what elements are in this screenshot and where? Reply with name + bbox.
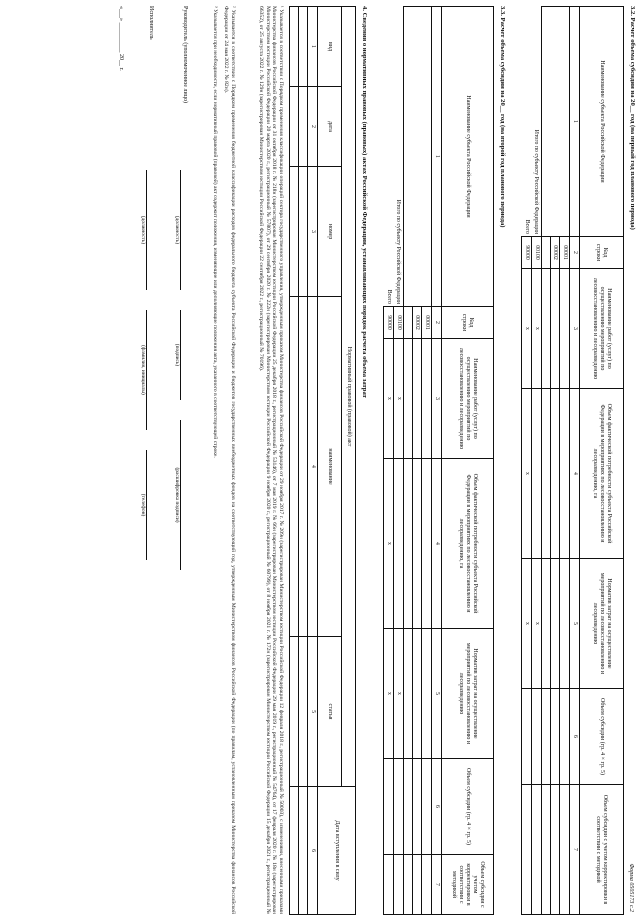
col-number: 3: [432, 339, 442, 459]
need-cell[interactable]: [412, 459, 422, 629]
table-row: [290, 7, 299, 915]
caption-fio: (фамилия, инициалы): [140, 345, 146, 395]
row-code: 00001: [422, 307, 432, 339]
table-row: [299, 7, 308, 915]
section-4-title: 4. Сведения о нормативных правовых (правовых) актах Российской Федерации, устанавливающих порядок расчета объема затрат: [361, 6, 368, 398]
total-adjusted-cell[interactable]: [532, 785, 542, 915]
x-mark: x: [394, 629, 404, 759]
caption-phone: (телефон): [140, 493, 146, 517]
total-adjusted-cell[interactable]: [394, 855, 404, 915]
subject-total-label: Итого по субъекту Российской Федерации: [394, 7, 404, 307]
header-subsidy: Объем субсидии (гр. 4 × гр. 5): [442, 759, 494, 855]
col-number: 2: [570, 237, 580, 269]
norm-cell[interactable]: [541, 559, 550, 689]
date-line[interactable]: «___» __________ 20__ г.: [118, 6, 124, 71]
title-cell[interactable]: [299, 297, 308, 637]
footnote-2: ² Указывается в соответствии с Порядком применения бюджетной классификации расходов федерального бюджета субъекта Российской Федерации и бюджетов государственных внебюджетных фондов на соответствующий год, утвержденным Министерством финансов Российской Федерации (по правилам, установленным приказом Министерства финансов Российской Федерации от 24 мая 2022 г. № 82н).: [223, 6, 236, 914]
col-number: 4: [432, 459, 442, 629]
col-number: 7: [432, 855, 442, 915]
grand-total-row: [522, 7, 532, 915]
grand-total-adjusted-cell[interactable]: [522, 785, 532, 915]
norm-cell[interactable]: [412, 629, 422, 759]
footnote-1: ¹ Указывается в соответствии с Порядком применения классификации операций сектора государственного управления, утвержденным приказом Министерства финансов Российской Федерации от 29 ноября 2017 г. № 209н (зарегистрирован Министерством юстиции Российской Федерации 12 февраля 2018 г., регистрационный № 50003), с изменениями, внесенными приказами Министерства финансов Российской Федерации от 31 октября 2018 г. № 218н (зарегистрирован Министерством юстиции Российской Федерации 25 декабря 2018 г., регистрационный № 53146), от 7 мая 2019 г. № 66н (зарегистрирован Министерством юстиции Российской Федерации 29 мая 2019 г., регистрационный № 54764), от 17 февраля 2020 г. № 18н (зарегистрирован Министерством юстиции Российской Федерации 20 марта 2020 г., регистрационный № 57807), от 29 сентября 2020 г. № 222н (зарегистрирован Министерством юстиции Российской Федерации 9 ноября 2020 г., регистрационный № 60799), от 8 ноября 2021 г. № 172н (зарегистрирован Министерством юстиции Российской Федерации 15 декабря 2021 г., регистрационный № 66352), от 25 августа 2022 г. № 129н (зарегистрирован Министерством юстиции Российской Федерации 22 сентября 2022 г., регистрационный № 70196).: [257, 6, 284, 914]
caption-position: (должность): [174, 215, 180, 245]
header-effective-date: Дата вступления в силу: [318, 787, 356, 915]
head-label: Руководитель (уполномоченное лицо): [182, 6, 188, 103]
works-cell[interactable]: [412, 339, 422, 459]
kind-cell[interactable]: [290, 7, 299, 87]
col-number: 4: [570, 389, 580, 559]
subject-total-label: Итого по субъекту Российской Федерации: [532, 7, 542, 237]
section-4-table: [289, 6, 356, 915]
need-cell[interactable]: [560, 389, 570, 559]
table-header-row: [318, 7, 342, 915]
header-subsidy-adjusted: Объем субсидии с учетом корректировки в соответствии с методикой: [442, 855, 494, 915]
subsidy-cell[interactable]: [541, 689, 550, 785]
grand-total-label: Всего: [524, 219, 531, 234]
header-date: дата: [318, 87, 342, 167]
date-cell[interactable]: [299, 87, 308, 167]
grand-total-subsidy-cell[interactable]: [384, 759, 394, 855]
number-cell[interactable]: [299, 167, 308, 297]
subsidy-adjusted-cell[interactable]: [560, 785, 570, 915]
header-normative-act: Нормативный правовой (правовой) акт: [342, 7, 356, 787]
col-number: 5: [308, 637, 318, 787]
subject-total-row: [394, 7, 404, 915]
works-cell[interactable]: [560, 269, 570, 389]
grand-total-label: Всего: [386, 289, 393, 304]
subsidy-adjusted-cell[interactable]: [541, 785, 550, 915]
table-header-row: [442, 7, 494, 915]
header-kind: вид: [318, 7, 342, 87]
header-cost-norm: Норматив затрат на осуществление мероприятий по лесовосстановлению и лесоразведению: [442, 629, 494, 759]
col-number: 3: [570, 269, 580, 389]
col-number: 1: [570, 7, 580, 237]
col-number: 3: [308, 167, 318, 297]
header-cost-norm: Норматив затрат на осуществление мероприятий по лесовосстановлению и лесоразведению: [580, 559, 624, 689]
header-actual-need: Объем фактической потребности субъекта Российской Федерации в мероприятиях по лесовосстановлению и лесоразведению, га: [442, 459, 494, 629]
row-code: 00001: [560, 237, 570, 269]
effective-date-cell[interactable]: [290, 787, 299, 915]
subsidy-adjusted-cell[interactable]: [403, 855, 412, 915]
kind-cell[interactable]: [299, 7, 308, 87]
executor-phone-field[interactable]: [140, 450, 156, 560]
grand-total-code: 90000: [384, 307, 394, 339]
header-subsidy-adjusted: Объем субсидии с учетом корректировки в соответствии с методикой: [580, 785, 624, 915]
subsidy-cell[interactable]: [422, 759, 432, 855]
subsidy-cell[interactable]: [560, 689, 570, 785]
effective-date-cell[interactable]: [299, 787, 308, 915]
section-32-title: 3.2. Расчет объема субсидии на 20__ год (на первый год планового периода): [629, 6, 636, 230]
x-mark: x: [384, 459, 394, 629]
form-code: Форма 0505173 с.2: [628, 863, 634, 912]
col-number: 6: [308, 787, 318, 915]
norm-cell[interactable]: [422, 629, 432, 759]
head-name-field[interactable]: [174, 420, 190, 570]
grand-total-subsidy-cell[interactable]: [522, 689, 532, 785]
need-cell[interactable]: [422, 459, 432, 629]
x-mark: x: [522, 389, 532, 559]
col-number: 4: [308, 297, 318, 637]
subsidy-cell[interactable]: [412, 759, 422, 855]
executor-position-field[interactable]: [140, 170, 156, 290]
row-code: [403, 307, 412, 339]
column-numbers-row: [308, 7, 318, 915]
column-numbers-row: [432, 7, 442, 915]
header-number: номер: [318, 167, 342, 297]
subsidy-adjusted-cell[interactable]: [412, 855, 422, 915]
x-mark: x: [384, 339, 394, 459]
header-subject: Наименование субъекта Российской Федерации: [442, 7, 494, 307]
table-group-header-row: [342, 7, 356, 915]
grand-total-row: [384, 7, 394, 915]
col-number: 1: [308, 7, 318, 87]
header-subject: Наименование субъекта Российской Федерации: [580, 7, 624, 237]
col-number: 1: [432, 7, 442, 307]
need-cell[interactable]: [550, 389, 560, 559]
total-subsidy-cell[interactable]: [394, 759, 404, 855]
section-32-table: [521, 6, 624, 915]
caption-name: (расшифровка подписи): [174, 467, 180, 523]
total-need-cell[interactable]: [532, 389, 542, 559]
grand-total-adjusted-cell[interactable]: [384, 855, 394, 915]
x-mark: x: [522, 559, 532, 689]
works-cell[interactable]: [422, 339, 432, 459]
works-cell[interactable]: [550, 269, 560, 389]
works-cell[interactable]: [403, 339, 412, 459]
header-article: статья: [318, 637, 342, 787]
col-number: 5: [432, 629, 442, 759]
header-row-code: Код строки: [580, 237, 624, 269]
head-position-field[interactable]: [174, 170, 190, 290]
header-row-code: Код строки: [442, 307, 494, 339]
grand-total-code: 90000: [522, 237, 532, 269]
header-works: Наименование работ (услуг) по осуществлению мероприятий по лесовосстановлению и лесоразведению: [580, 269, 624, 389]
footnote-3: ³ Указывается при необходимости, если нормативный правовой (правовой) акт содержит положения, изменяющие или дополняющие положения акта, указанного в соответствующей строке.: [212, 6, 218, 458]
title-cell[interactable]: [290, 297, 299, 637]
subsidy-cell[interactable]: [550, 689, 560, 785]
x-mark: x: [532, 559, 542, 689]
subject-total-code: 00100: [394, 307, 404, 339]
subsidy-adjusted-cell[interactable]: [422, 855, 432, 915]
section-33-table: [383, 6, 494, 915]
works-cell[interactable]: [541, 269, 550, 389]
need-cell[interactable]: [403, 459, 412, 629]
need-cell[interactable]: [541, 389, 550, 559]
x-mark: x: [532, 269, 542, 389]
row-code: 00002: [412, 307, 422, 339]
subject-total-row: [532, 7, 542, 915]
col-number: 2: [432, 307, 442, 339]
number-cell[interactable]: [290, 167, 299, 297]
subject-cell[interactable]: [541, 7, 569, 237]
col-number: 2: [308, 87, 318, 167]
table-row: [422, 7, 432, 915]
total-subsidy-cell[interactable]: [532, 689, 542, 785]
caption-signature: (подпись): [174, 343, 180, 367]
subsidy-adjusted-cell[interactable]: [550, 785, 560, 915]
header-subsidy: Объем субсидии (гр. 4 × гр. 5): [580, 689, 624, 785]
table-row: [560, 7, 570, 915]
norm-cell[interactable]: [550, 559, 560, 689]
section-33-title: 3.3. Расчет объема субсидии на 20__ год (на второй год планового периода): [499, 6, 506, 228]
col-number: 7: [570, 785, 580, 915]
article-cell[interactable]: [299, 637, 308, 787]
total-need-cell[interactable]: [394, 459, 404, 629]
article-cell[interactable]: [290, 637, 299, 787]
x-mark: x: [522, 269, 532, 389]
row-code: 00002: [550, 237, 560, 269]
caption-position: (должность): [140, 215, 146, 245]
column-numbers-row: [570, 7, 580, 915]
norm-cell[interactable]: [560, 559, 570, 689]
col-number: 6: [570, 689, 580, 785]
head-signature-field[interactable]: [174, 310, 190, 400]
x-mark: x: [394, 339, 404, 459]
header-title: наименование: [318, 297, 342, 637]
header-actual-need: Объем фактической потребности субъекта Российской Федерации в мероприятиях по лесовосстановлению и лесоразведению, га: [580, 389, 624, 559]
executor-label: Исполнитель: [148, 6, 154, 40]
table-header-row: [580, 7, 624, 915]
subsidy-cell[interactable]: [403, 759, 412, 855]
subject-cell[interactable]: [403, 7, 431, 307]
x-mark: x: [384, 629, 394, 759]
executor-fio-field[interactable]: [140, 310, 156, 430]
col-number: 5: [570, 559, 580, 689]
norm-cell[interactable]: [403, 629, 412, 759]
row-code: [541, 237, 550, 269]
date-cell[interactable]: [290, 87, 299, 167]
col-number: 6: [432, 759, 442, 855]
header-works: Наименование работ (услуг) по осуществлению мероприятий по лесовосстановлению и лесоразведению: [442, 339, 494, 459]
subject-total-code: 00100: [532, 237, 542, 269]
